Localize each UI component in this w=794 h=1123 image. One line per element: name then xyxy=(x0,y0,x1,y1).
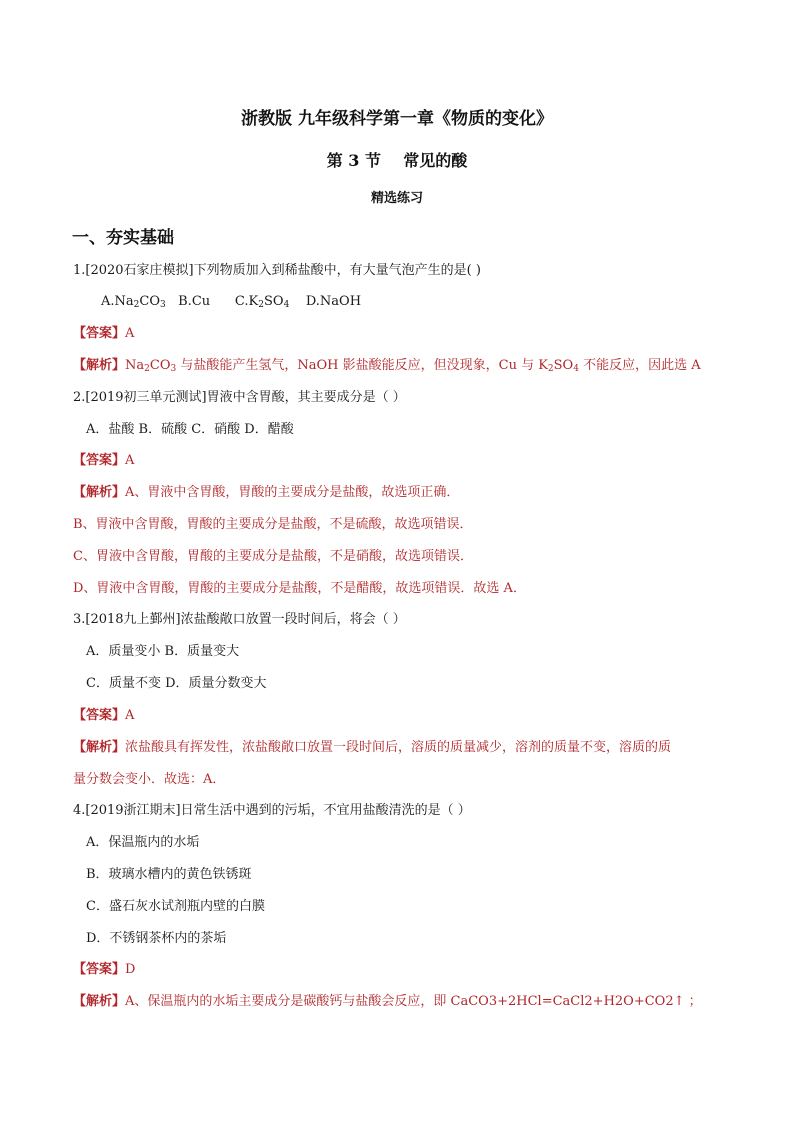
q2-stem: 2.[2019初三单元测试]胃液中含胃酸，其主要成分是（ ） xyxy=(73,390,406,405)
document-title: 浙教版 九年级科学第一章《物质的变化》 xyxy=(241,109,553,129)
q4-analysis: 【解析】A、保温瓶内的水垢主要成分是碳酸钙与盐酸会反应，即 CaCO3+2HCl=CaCl2+H2O+CO2↑ ； xyxy=(73,994,702,1009)
q4-option-d: D．不锈钢茶杯内的茶垢 xyxy=(86,931,227,946)
q1-options: $A.Na_2CO_3$ B.Cu $C.K_2SO_4$ D.NaOH xyxy=(101,294,362,310)
section-heading: 第 3 节 常见的酸 xyxy=(326,151,468,170)
q3-options-2: C．质量不变 D．质量分数变大 xyxy=(86,676,267,691)
q2-analysis-2: B、胃液中含胃酸，胃酸的主要成分是盐酸，不是硫酸，故选项错误． xyxy=(73,517,473,532)
q2-answer: 【答案】A xyxy=(73,453,135,468)
q3-analysis-2: 量分数会变小．故选：A． xyxy=(73,772,226,787)
q4-option-c: C．盛石灰水试剂瓶内壁的白膜 xyxy=(86,899,265,914)
q3-analysis-1: 【解析】浓盐酸具有挥发性，浓盐酸敞口放置一段时间后，溶质的质量减少，溶剂的质量不变，溶质的质 xyxy=(73,740,672,755)
q2-analysis-3: C、胃液中含胃酸，胃酸的主要成分是盐酸，不是硝酸，故选项错误． xyxy=(73,549,473,564)
part-heading: 一、夯实基础 xyxy=(72,228,174,248)
subtitle: 精选练习 xyxy=(370,191,423,206)
q3-answer: 【答案】A xyxy=(73,708,135,723)
q3-options-1: A．质量变小 B．质量变大 xyxy=(86,644,240,659)
q2-options: A．盐酸 B．硫酸 C．硝酸 D．醋酸 xyxy=(86,422,294,437)
q1-answer: 【答案】A xyxy=(73,326,135,341)
q2-analysis-4: D、胃液中含胃酸，胃酸的主要成分是盐酸，不是醋酸，故选项错误．故选 A． xyxy=(73,581,526,596)
q4-option-a: A．保温瓶内的水垢 xyxy=(86,835,200,850)
q4-stem: 4.[2019浙江期末]日常生活中遇到的污垢，不宜用盐酸清洗的是（ ） xyxy=(73,803,471,818)
q3-stem: 3.[2018九上鄞州]浓盐酸敞口放置一段时间后，将会（ ） xyxy=(73,612,406,627)
q1-stem: 1.[2020石家庄模拟]下列物质加入到稀盐酸中，有大量气泡产生的是( ) xyxy=(73,263,481,278)
q1-analysis: 【解析】$Na_2CO_3$ 与盐酸能产生氢气，NaOH 影盐酸能反应，但没现象，Cu 与 $K_2SO_4$ 不能反应，因此选 A xyxy=(73,358,701,374)
q4-answer: 【答案】D xyxy=(73,962,136,977)
q2-analysis-1: 【解析】A、胃液中含胃酸，胃酸的主要成分是盐酸，故选项正确． xyxy=(73,485,460,500)
q4-option-b: B．玻璃水槽内的黄色铁锈斑 xyxy=(86,867,252,882)
